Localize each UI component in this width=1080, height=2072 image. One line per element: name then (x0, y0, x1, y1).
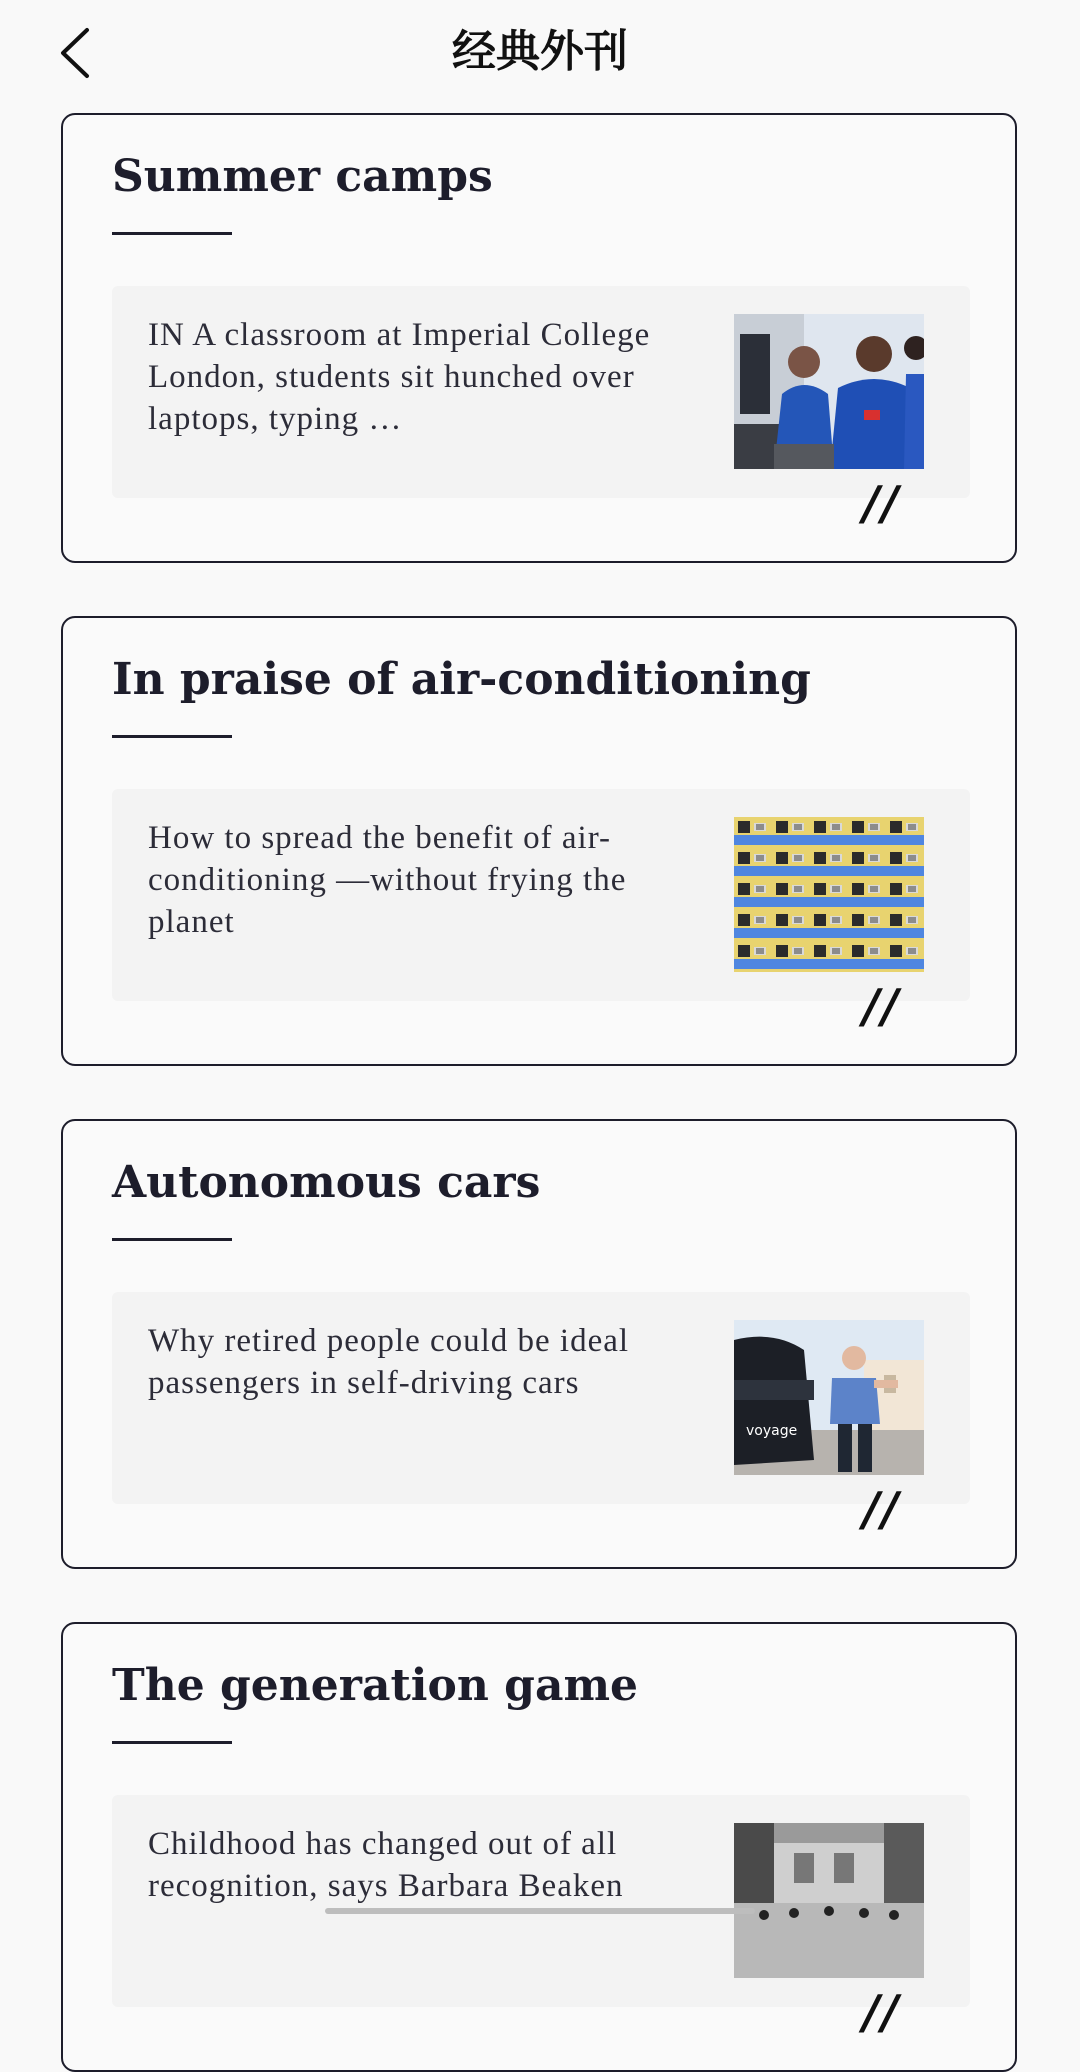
article-title: The generation game (112, 1660, 639, 1711)
article-thumbnail (734, 1823, 924, 1978)
article-thumbnail (734, 314, 924, 469)
thumbnail-text: voyage (746, 1423, 798, 1439)
slash-mark: // (863, 1985, 901, 2039)
article-summary: IN A classroom at Imperial College London, students sit hunched over laptops, typing … (148, 317, 651, 437)
article-thumbnail (734, 1320, 924, 1475)
title-underline (112, 1741, 232, 1744)
slash-mark: // (863, 476, 901, 530)
article-summary-box (112, 286, 970, 498)
title-underline (112, 232, 232, 235)
article-title: Summer camps (112, 151, 493, 202)
article-card[interactable] (61, 1119, 1017, 1569)
article-summary: Childhood has changed out of all recognition, says Barbara Beaken (148, 1826, 624, 1904)
article-summary-box (112, 1292, 970, 1504)
article-thumbnail (734, 817, 924, 972)
article-summary: How to spread the benefit of air-conditioning —without frying the planet (148, 820, 627, 940)
article-card[interactable] (61, 1622, 1017, 2072)
slash-mark: // (863, 979, 901, 1033)
article-title: In praise of air-conditioning (112, 654, 811, 705)
article-title: Autonomous cars (112, 1157, 541, 1208)
article-summary-box (112, 1795, 970, 2007)
title-underline (112, 735, 232, 738)
article-summary-box (112, 789, 970, 1001)
title-underline (112, 1238, 232, 1241)
page-title: 经典外刊 (452, 26, 628, 77)
scroll-indicator (325, 1908, 755, 1914)
slash-mark: // (863, 1482, 901, 1536)
article-summary: Why retired people could be ideal passengers in self-driving cars (148, 1323, 630, 1401)
article-card[interactable] (61, 616, 1017, 1066)
article-card[interactable] (61, 113, 1017, 563)
app-header (0, 0, 1080, 110)
